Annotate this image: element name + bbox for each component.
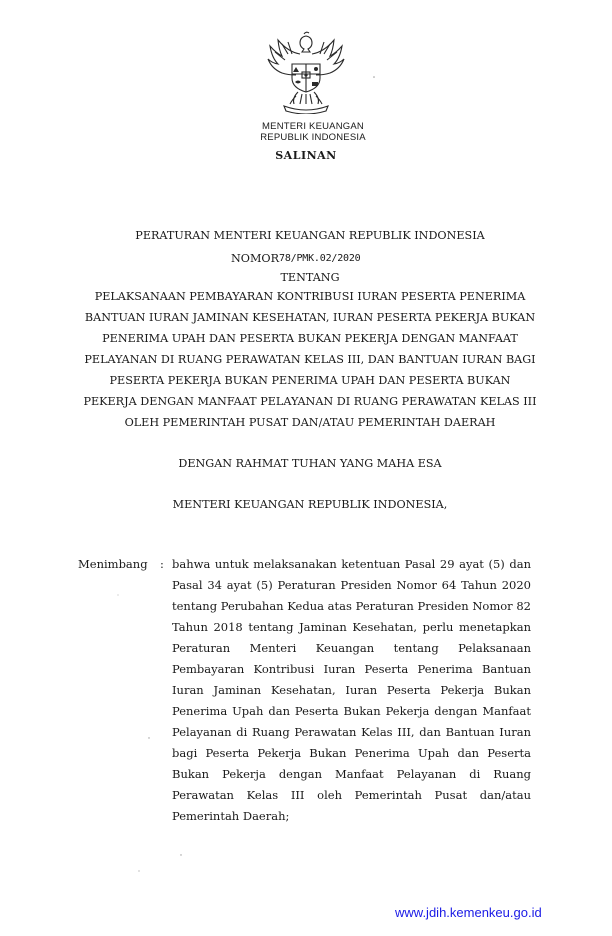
menimbang-separator: : xyxy=(160,557,164,571)
subject-line: BANTUAN IURAN JAMINAN KESEHATAN, IURAN PESERTA PEKERJA BUKAN xyxy=(84,311,536,324)
menimbang-line: Tahun 2018 tentang Jaminan Kesehatan, perlu menetapkan xyxy=(172,620,531,634)
about-heading: TENTANG xyxy=(280,271,340,284)
menimbang-label: Menimbang xyxy=(78,557,148,571)
menimbang-line: Penerima Upah dan Peserta Bukan Pekerja dengan Manfaat xyxy=(172,704,531,718)
subject-line: PEKERJA DENGAN MANFAAT PELAYANAN DI RUANG PERAWATAN KELAS III xyxy=(83,395,537,408)
subject-line: PELAYANAN DI RUANG PERAWATAN KELAS III, DAN BANTUAN IURAN BAGI xyxy=(84,353,536,366)
menimbang-line: Peraturan Menteri Keuangan tentang Pelaksanaan xyxy=(172,641,531,655)
issuer-ministry-line: MENTERI KEUANGAN xyxy=(262,121,364,132)
subject-line: PELAKSANAAN PEMBAYARAN KONTRIBUSI IURAN PESERTA PENERIMA xyxy=(94,290,526,303)
menimbang-line: Pemerintah Daerah; xyxy=(172,809,290,823)
menimbang-line: Perawatan Kelas III oleh Pemerintah Pusat dan/atau xyxy=(172,788,531,802)
menimbang-line: bagi Peserta Pekerja Bukan Penerima Upah dan Peserta xyxy=(172,746,531,760)
regulation-title: PERATURAN MENTERI KEUANGAN REPUBLIK INDONESIA xyxy=(135,229,485,242)
issuer-republic-line: REPUBLIK INDONESIA xyxy=(260,132,366,143)
regulation-number-value: 78/PMK.02/2020 xyxy=(279,253,361,264)
authority-line: MENTERI KEUANGAN REPUBLIK INDONESIA, xyxy=(172,498,448,511)
menimbang-line: Bukan Pekerja dengan Manfaat Pelayanan di Ruang xyxy=(172,767,531,781)
menimbang-line: Pelayanan di Ruang Perawatan Kelas III, dan Bantuan Iuran xyxy=(172,725,531,739)
copy-label: SALINAN xyxy=(275,149,337,162)
invocation-line: DENGAN RAHMAT TUHAN YANG MAHA ESA xyxy=(178,457,442,470)
regulation-number-label: NOMOR xyxy=(231,252,280,265)
menimbang-line: Pasal 34 ayat (5) Peraturan Presiden Nomor 64 Tahun 2020 xyxy=(172,578,531,592)
menimbang-line: Iuran Jaminan Kesehatan, Iuran Peserta Pekerja Bukan xyxy=(172,683,531,697)
garuda-pancasila-emblem-icon xyxy=(262,30,350,114)
jdih-website-link[interactable]: www.jdih.kemenkeu.go.id xyxy=(395,905,542,920)
menimbang-line: bahwa untuk melaksanakan ketentuan Pasal 29 ayat (5) dan xyxy=(172,557,531,571)
subject-line: PESERTA PEKERJA BUKAN PENERIMA UPAH DAN PESERTA BUKAN xyxy=(109,374,511,387)
subject-line: OLEH PEMERINTAH PUSAT DAN/ATAU PEMERINTAH DAERAH xyxy=(124,416,496,429)
subject-line: PENERIMA UPAH DAN PESERTA BUKAN PEKERJA DENGAN MANFAAT xyxy=(102,332,518,345)
menimbang-line: tentang Perubahan Kedua atas Peraturan Presiden Nomor 82 xyxy=(172,599,531,613)
menimbang-line: Pembayaran Kontribusi Iuran Peserta Penerima Bantuan xyxy=(172,662,531,676)
